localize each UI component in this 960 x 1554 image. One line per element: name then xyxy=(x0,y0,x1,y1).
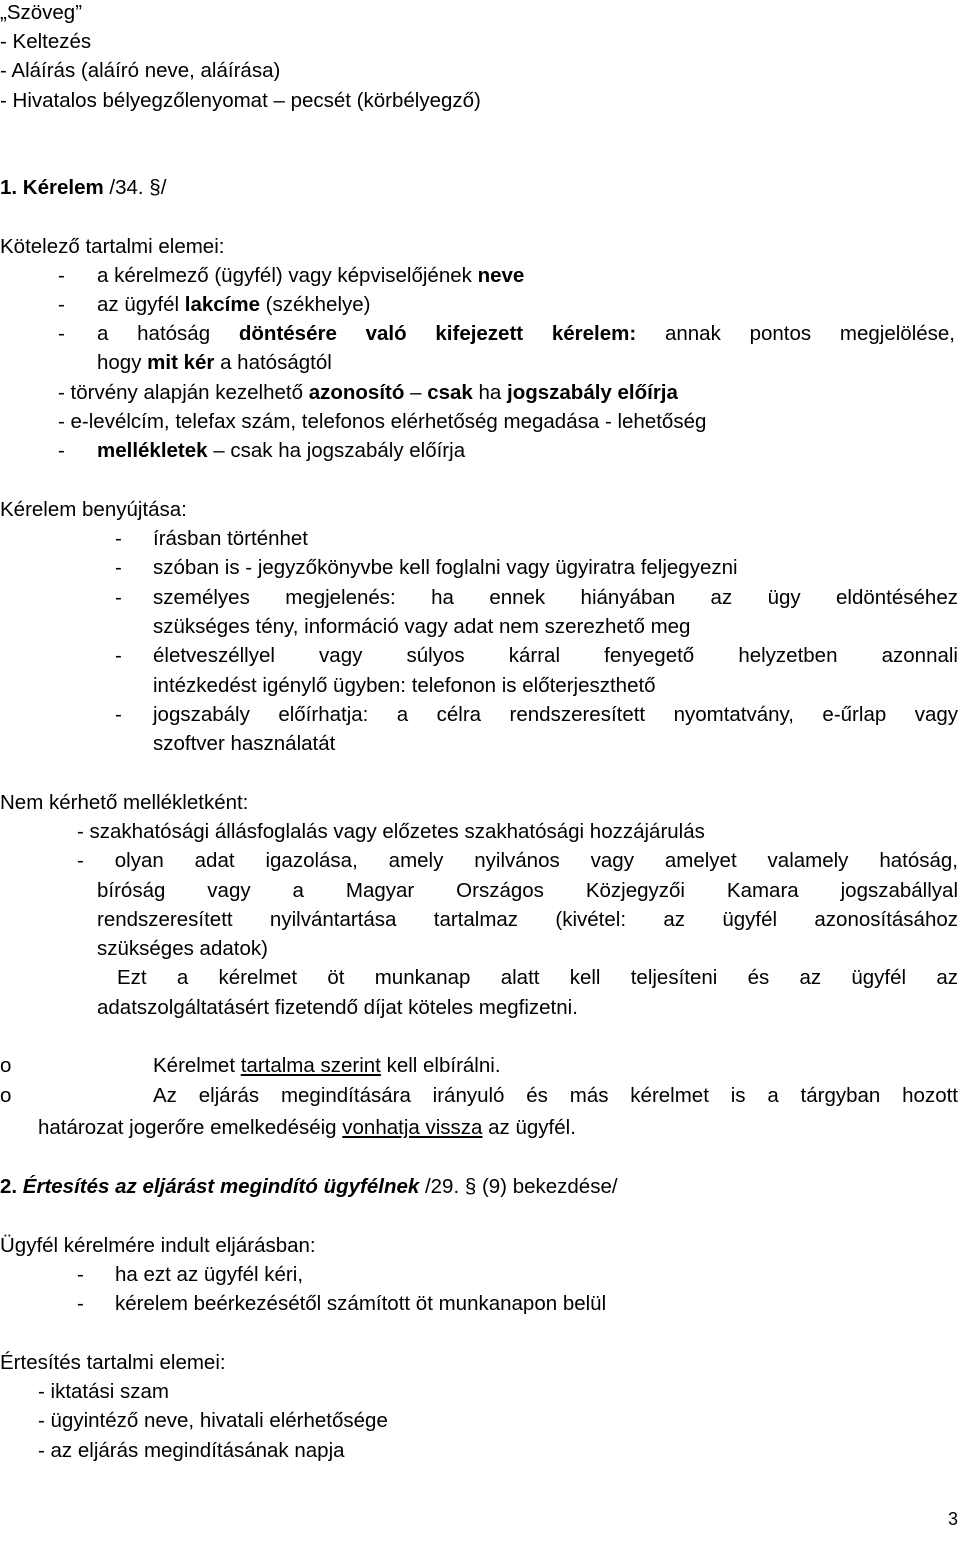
item-applicant-name: a kérelmező (ügyfél) vagy képviselőjének neve xyxy=(97,264,525,287)
submission-item-form-cont: szoftver használatát xyxy=(153,732,336,755)
bullet-evaluate-by-content: Kérelmet tartalma szerint kell elbírálni. xyxy=(153,1054,501,1077)
client-request-item-deadline: kérelem beérkezésétől számított öt munkanapon belül xyxy=(115,1292,607,1315)
header-line-2: - Keltezés xyxy=(0,30,92,53)
submission-item-oral: szóban is - jegyzőkönyvbe kell foglalni vagy ügyiratra feljegyezni xyxy=(153,556,738,579)
header-line-3: - Aláírás (aláíró neve, aláírása) xyxy=(0,59,281,82)
section-1-heading xyxy=(0,176,166,200)
submission-item-personal: személyes megjelenés: ha ennek hiányában az ügy eldöntéséhez xyxy=(153,586,958,609)
item-address: az ügyfél lakcíme (székhelye) xyxy=(97,293,371,316)
dash: - xyxy=(58,293,65,316)
submission-item-phone: életveszéllyel vagy súlyos kárral fenyegető helyzetben azonnali xyxy=(153,644,958,667)
submission-item-personal-cont: szükséges tény, információ vagy adat nem szerezhető meg xyxy=(153,615,691,638)
dash: - xyxy=(115,703,122,726)
attachment-deadline-note: Ezt a kérelmet öt munkanap alatt kell teljesíteni és az ügyfél az xyxy=(117,966,958,989)
attachment-item-public-data-cont-3: szükséges adatok) xyxy=(97,937,268,960)
bullet-marker: o xyxy=(0,1054,12,1077)
notification-elements-intro: Értesítés tartalmi elemei: xyxy=(0,1351,226,1374)
dash: - xyxy=(77,1263,84,1286)
dash: - xyxy=(58,322,65,345)
required-elements-intro: Kötelező tartalmi elemei: xyxy=(0,235,225,258)
dash: - xyxy=(58,264,65,287)
section-1-reference: /34. §/ xyxy=(103,176,167,199)
submission-item-form: jogszabály előírhatja: a célra rendszeresített nyomtatvány, e-űrlap vagy xyxy=(153,703,958,726)
section-2-heading: 2. Értesítés az eljárást megindító ügyfélnek /29. § (9) bekezdése/ xyxy=(0,1175,618,1198)
attachment-item-public-data: - olyan adat igazolása, amely nyilvános vagy amelyet valamely hatóság, xyxy=(77,849,958,872)
dash: - xyxy=(115,586,122,609)
dash: - xyxy=(115,556,122,579)
attachment-item-public-data-cont-2: rendszeresített nyilvántartása tartalmaz (kivétel: az ügyfél azonosításához xyxy=(97,908,958,931)
item-attachments: mellékletek – csak ha jogszabály előírja xyxy=(97,439,466,462)
notification-item-start-date: - az eljárás megindításának napja xyxy=(38,1439,345,1462)
header-line-4: - Hivatalos bélyegzőlenyomat – pecsét (körbélyegző) xyxy=(0,89,481,112)
notification-item-filing-number: - iktatási szam xyxy=(38,1380,169,1403)
dash: - xyxy=(115,644,122,667)
submission-item-written: írásban történhet xyxy=(153,527,308,550)
attachment-item-public-data-cont-1: bíróság vagy a Magyar Országos Közjegyzői Kamara jogszabállyal xyxy=(97,879,958,902)
submission-intro: Kérelem benyújtása: xyxy=(0,498,187,521)
dash: - xyxy=(77,1292,84,1315)
attachment-item-authority-opinion: - szakhatósági állásfoglalás vagy előzetes szakhatósági hozzájárulás xyxy=(77,820,705,843)
page-number: 3 xyxy=(947,1509,958,1529)
client-request-intro: Ügyfél kérelmére indult eljárásban: xyxy=(0,1234,316,1257)
item-explicit-request-cont: hogy mit kér a hatóságtól xyxy=(97,351,332,374)
item-explicit-request: a hatóság döntésére való kifejezett kérelem: annak pontos megjelölése, xyxy=(97,322,955,345)
dash: - xyxy=(115,527,122,550)
header-line-1: „Szöveg” xyxy=(0,1,83,24)
dash: - xyxy=(58,439,65,462)
item-contact: - e-levélcím, telefax szám, telefonos elérhetőség megadása - lehetőség xyxy=(58,410,707,433)
client-request-item-asked: ha ezt az ügyfél kéri, xyxy=(115,1263,304,1286)
notification-item-officer: - ügyintéző neve, hivatali elérhetősége xyxy=(38,1409,388,1432)
bullet-withdraw: Az eljárás megindítására irányuló és más kérelmet is a tárgyban hozott xyxy=(153,1084,958,1107)
section-1-number: 1. Kérelem xyxy=(0,176,104,199)
bullet-marker: o xyxy=(0,1084,12,1107)
submission-item-phone-cont: intézkedést igénylő ügyben: telefonon is előterjeszthető xyxy=(153,674,656,697)
attachments-intro: Nem kérhető mellékletként: xyxy=(0,791,249,814)
bullet-withdraw-cont: határozat jogerőre emelkedéséig vonhatja vissza az ügyfél. xyxy=(38,1116,576,1139)
item-identifier: - törvény alapján kezelhető azonosító – csak ha jogszabály előírja xyxy=(58,381,678,404)
attachment-deadline-note-cont: adatszolgáltatásért fizetendő díjat köteles megfizetni. xyxy=(97,996,578,1019)
